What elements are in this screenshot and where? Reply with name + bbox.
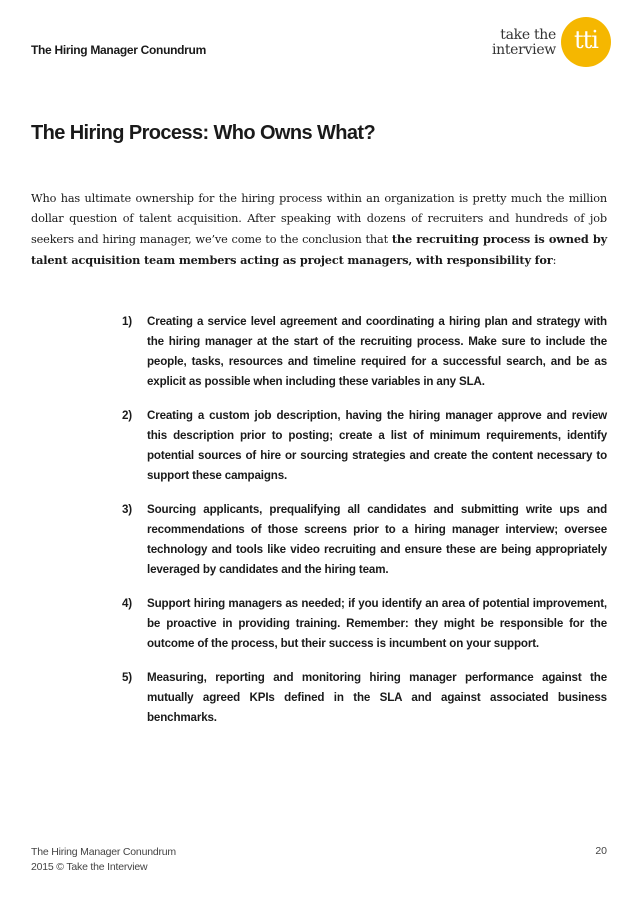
list-item <box>122 312 607 392</box>
intro-paragraph <box>31 189 607 271</box>
list-item-number: 2) <box>122 409 133 422</box>
logo-text-line1: take the <box>500 27 556 43</box>
intro-bold-text: the recruiting process is owned by talent acquisition team members acting as project managers, with responsibility for <box>31 232 607 267</box>
list-item <box>122 500 607 580</box>
list-item-number: 4) <box>122 597 133 610</box>
intro-text: Who has ultimate ownership for the hiring process within an organization is pretty much the million dollar question of talent acquisition. After speaking with dozens of recruiters and hundreds of job seekers and hiring manager, we’ve come to the conclusion that <box>31 192 607 246</box>
list-item-number: 1) <box>122 315 133 328</box>
list-item-text: Measuring, reporting and monitoring hiring manager performance against the mutually agreed KPIs defined in the SLA and against associated business benchmarks. <box>147 671 607 724</box>
list-item <box>122 668 607 728</box>
page-footer <box>31 845 176 875</box>
list-item-text: Creating a custom job description, having the hiring manager approve and review this description prior to posting; create a list of minimum requirements, identify potential sources of hire or sourcing strategies and create the content necessary to support these campaigns. <box>147 409 607 482</box>
footer-document-title: The Hiring Manager Conundrum <box>31 846 176 858</box>
responsibility-list <box>122 312 607 742</box>
logo-mark: tti <box>574 26 598 54</box>
list-item <box>122 594 607 654</box>
logo-text-line2: interview <box>491 42 556 58</box>
list-item-text: Support hiring managers as needed; if you identify an area of potential improvement, be proactive in providing training. Remember: they might be responsible for the outcome of the process, but their success is incumbent on your support. <box>147 597 607 650</box>
document-header-title: The Hiring Manager Conundrum <box>31 43 206 57</box>
intro-end: : <box>552 254 557 267</box>
page-number: 20 <box>595 845 607 857</box>
list-item <box>122 406 607 486</box>
logo-circle-icon <box>561 17 611 67</box>
list-item-text: Sourcing applicants, prequalifying all candidates and submitting write ups and recommendations of those screens prior to a hiring manager interview; oversee technology and tools like video recruiting and ensure these are being appropriately leveraged by candidates and the hiring team. <box>147 503 607 576</box>
page-title: The Hiring Process: Who Owns What? <box>31 122 376 144</box>
list-item-text: Creating a service level agreement and coordinating a hiring plan and strategy with the hiring manager at the start of the recruiting process. Make sure to include the people, tasks, resources and timeline required for a successful search, and be as explicit as possible when including these variables in any SLA. <box>147 315 607 388</box>
list-item-number: 3) <box>122 503 133 516</box>
take-the-interview-logo <box>493 17 611 67</box>
list-item-number: 5) <box>122 671 133 684</box>
footer-copyright: 2015 © Take the Interview <box>31 861 148 873</box>
